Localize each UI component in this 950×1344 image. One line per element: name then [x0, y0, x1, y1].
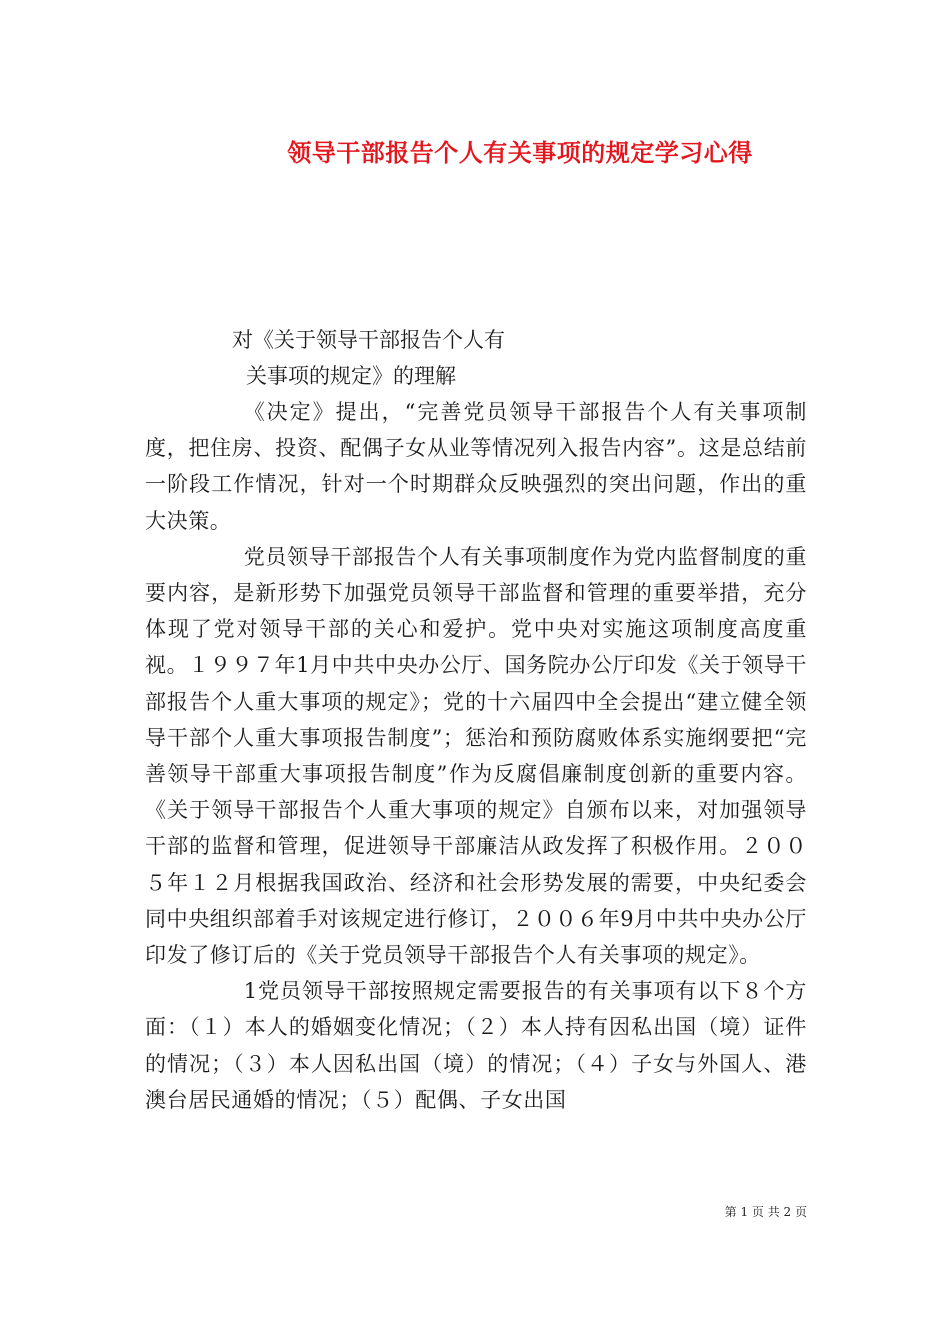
document-title: 领导干部报告个人有关事项的规定学习心得: [287, 139, 753, 167]
section-heading-line-2: 关事项的规定》的理解: [246, 364, 456, 388]
paragraph: 1党员领导干部按照规定需要报告的有关事项有以下８个方面：（１）本人的婚姻变化情况；（２）本人持有因私出国（境）证件的情况；（３）本人因私出国（境）的情况；（４）子女与外国人、港澳台居民通婚的情况；（５）配偶、子女出国: [145, 979, 807, 1112]
document-body: [145, 394, 807, 1118]
section-heading-line-1: 对《关于领导干部报告个人有: [232, 328, 505, 352]
paragraph: 《决定》提出，“完善党员领导干部报告个人有关事项制度，把住房、投资、配偶子女从业等情况列入报告内容”。这是总结前一阶段工作情况，针对一个时期群众反映强烈的突出问题，作出的重大决策。: [145, 400, 807, 533]
page-number: 第 1 页 共 2 页: [724, 1205, 807, 1219]
paragraph: 党员领导干部报告个人有关事项制度作为党内监督制度的重要内容，是新形势下加强党员领导干部监督和管理的重要举措，充分体现了党对领导干部的关心和爱护。党中央对实施这项制度高度重视。１９９７年1月中共中央办公厅、国务院办公厅印发《关于领导干部报告个人重大事项的规定》；党的十六届四中全会提出“建立健全领导干部个人重大事项报告制度”；惩治和预防腐败体系实施纲要把“完善领导干部重大事项报告制度”作为反腐倡廉制度创新的重要内容。《关于领导干部报告个人重大事项的规定》自颁布以来，对加强领导干部的监督和管理，促进领导干部廉洁从政发挥了积极作用。２００５年１２月根据我国政治、经济和社会形势发展的需要，中央纪委会同中央组织部着手对该规定进行修订，２００６年9月中共中央办公厅印发了修订后的《关于党员领导干部报告个人有关事项的规定》。: [145, 544, 807, 968]
